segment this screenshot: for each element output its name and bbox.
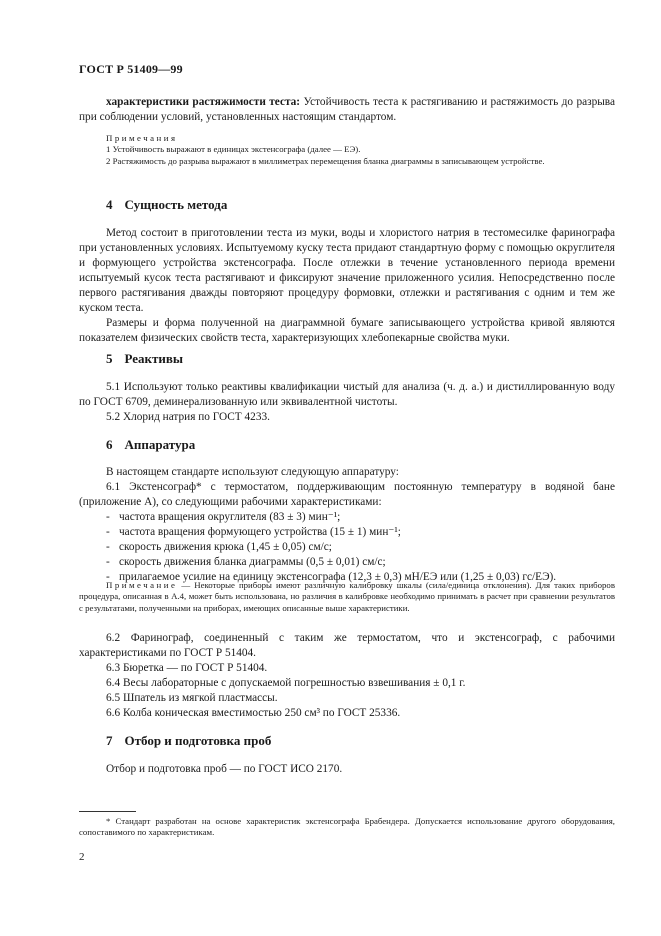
footnote: * Стандарт разработан на основе характеристик экстенсографа Брабендера. Допускается использование другого оборудования, сопоставимого по характеристикам.: [79, 816, 615, 838]
section-heading-5: 5 Реактивы: [106, 351, 184, 366]
list-item: - скорость движения бланка диаграммы (0,5 ± 0,01) см/с;: [106, 556, 386, 568]
paragraph: 6.5 Шпатель из мягкой пластмассы.: [106, 692, 278, 704]
section-6-items: [79, 631, 615, 721]
page-number: 2: [79, 851, 85, 863]
section-7-body: [79, 762, 615, 777]
footnote-divider: [79, 811, 136, 812]
paragraph: Отбор и подготовка проб — по ГОСТ ИСО 2170.: [106, 763, 343, 775]
paragraph: 6.3 Бюретка — по ГОСТ Р 51404.: [106, 662, 268, 674]
paragraph: 6.4 Весы лабораторные с допускаемой погрешностью взвешивания ± 0,1 г.: [106, 677, 466, 689]
intro-paragraph: [79, 95, 615, 125]
equipment-note: [79, 580, 615, 614]
paragraph: Размеры и форма полученной на диаграммной бумаге записывающего устройства кривой являются показателем физических свойств теста, характеризующих хлебопекарные свойства муки.: [79, 317, 615, 344]
paragraph: 6.6 Колба коническая вместимостью 250 см³ по ГОСТ 25336.: [106, 707, 401, 719]
section-heading-7: 7 Отбор и подготовка проб: [106, 733, 272, 748]
list-item: - скорость движения крюка (1,45 ± 0,05) см/с;: [106, 541, 332, 553]
list-item: - частота вращения округлителя (83 ± 3) мин⁻¹;: [106, 511, 341, 523]
paragraph: В настоящем стандарте используют следующую аппаратуру:: [106, 466, 399, 478]
notes-block: [79, 133, 615, 167]
paragraph: 5.1 Используют только реактивы квалификации чистый для анализа (ч. д. а.) и дистиллированную воду по ГОСТ 6709, деминерализованную или эквивалентной чистоты.: [79, 381, 615, 408]
note-text: — Некоторые приборы имеют различную калибровку шкалы (сила/единица отклонения). Для таких приборов процедура, описанная в А.4, может быть использована, но различия в калибровке необходимо принимать в расчет при сравнении результатов с результатами, полученными на приборах, имеющих описанные выше характеристики.: [79, 580, 615, 613]
paragraph: 5.2 Хлорид натрия по ГОСТ 4233.: [106, 411, 270, 423]
paragraph: 6.1 Экстенсограф* с термостатом, поддерживающим постоянную температуру в водяной бане (приложение А), со следующими рабочими характеристиками:: [79, 481, 615, 508]
paragraph: 6.2 Фаринограф, соединенный с таким же термостатом, что и экстенсограф, с рабочими характеристиками по ГОСТ Р 51404.: [79, 632, 615, 659]
note-item: 2 Растяжимость до разрыва выражают в миллиметрах перемещения бланка диаграммы в записывающем устройстве.: [106, 155, 545, 166]
intro-text: Устойчивость теста к растягиванию и растяжимость до разрыва при соблюдении условий, установленных настоящим стандартом.: [79, 96, 616, 123]
section-heading-4: 4 Сущность метода: [106, 197, 228, 212]
note-title: Примечание: [106, 580, 178, 590]
section-6-body: [79, 465, 615, 585]
page-header-standard: ГОСТ Р 51409—99: [79, 62, 183, 76]
notes-title: Примечания: [106, 133, 178, 143]
section-4-body: [79, 226, 615, 346]
section-5-body: [79, 380, 615, 425]
note-item: 1 Устойчивость выражают в единицах экстенсографа (далее — ЕЭ).: [106, 144, 361, 155]
section-heading-6: 6 Аппаратура: [106, 437, 196, 452]
intro-term: характеристики растяжимости теста:: [106, 96, 301, 108]
list-item: - частота вращения формующего устройства (15 ± 1) мин⁻¹;: [106, 526, 401, 538]
paragraph: Метод состоит в приготовлении теста из муки, воды и хлористого натрия в тестомесилке фаринографа при установленных условиях. Испытуемому куску теста придают стандартную форму с помощью округлителя и формующего устройства экстенсографа. После отлежки в течение установленного периода времени испытуемый кусок теста растягивают и фиксируют значение приложенного усилия. Непосредственно после первого растягивания дважды повторяют процедуру формовки, отлежки и растягивания с одним и тем же куском теста.: [79, 227, 615, 314]
characteristics-list: [79, 510, 615, 585]
list-item: - прилагаемое усилие на единицу экстенсографа (12,3 ± 0,3) мН/ЕЭ или (1,25 ± 0,03) гс/ЕЭ).: [106, 571, 557, 583]
